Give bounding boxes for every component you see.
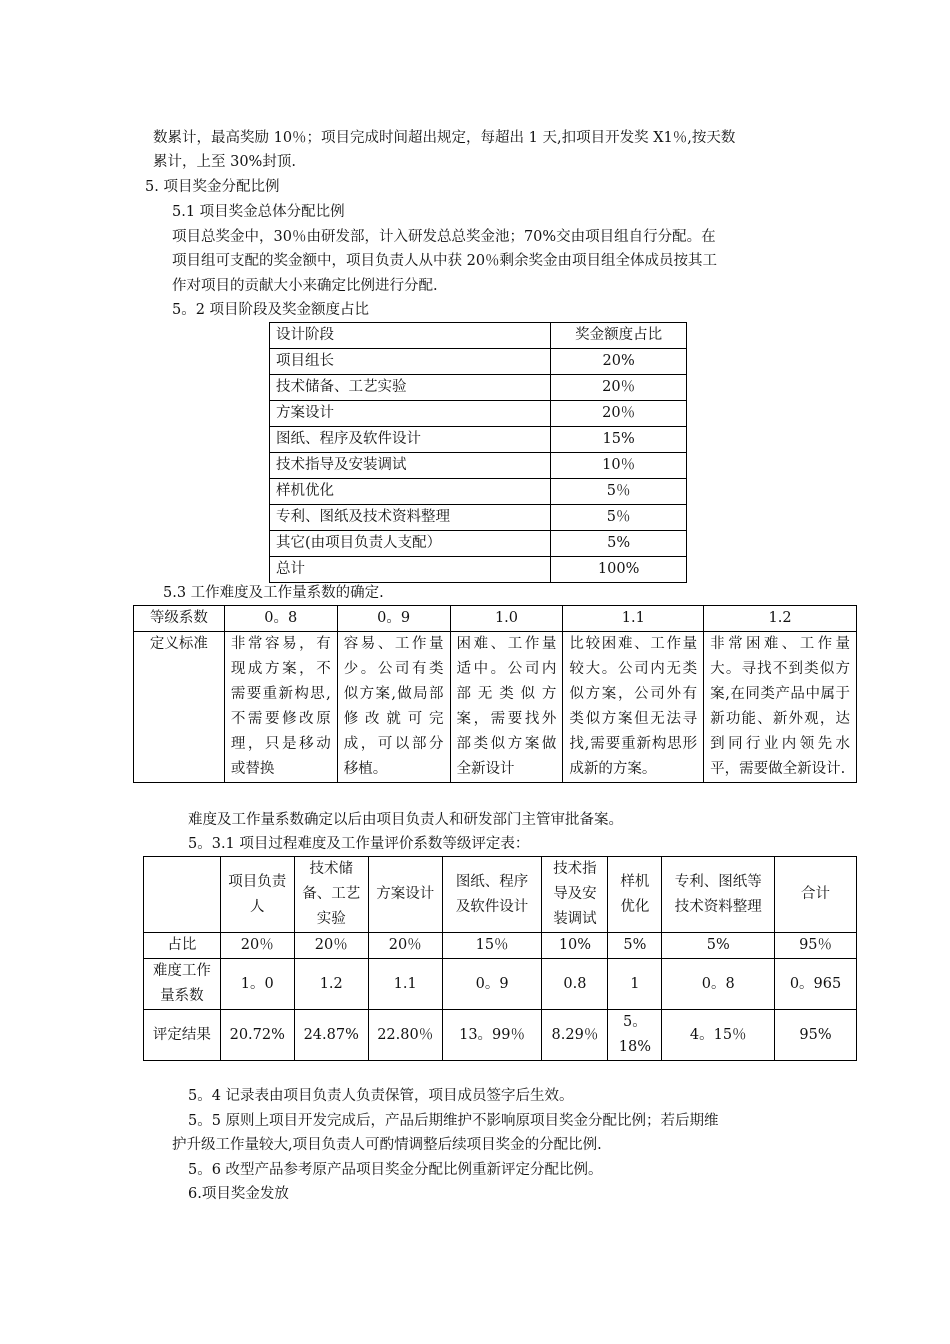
section-5-3-1-heading: 5。3.1 项目过程难度及工作量评价系数等级评定表： (188, 836, 530, 852)
table-cell: 图纸、程序及软件设计 (270, 427, 551, 453)
table-cell: 方案设计 (270, 401, 551, 427)
table-row (270, 427, 687, 453)
table-cell: 20% (551, 349, 687, 375)
table-header-cell: 0。8 (224, 606, 337, 632)
table-header-cell: 专利、图纸等技术资料整理 (662, 857, 775, 933)
section-5-2-heading: 5。2 项目阶段及奖金额度占比 (172, 302, 370, 318)
table-cell: 难度工作量系数 (144, 959, 221, 1010)
table-header-cell: 样机优化 (608, 857, 662, 933)
table-row (270, 505, 687, 531)
table-cell: 15％ (442, 933, 542, 959)
intro-line-2: 累计，上至 30%封顶. (153, 154, 296, 170)
table-cell: 非常困难、工作量大。寻找不到类似方案,在同类产品中属于新功能、新外观，达到同行业内领先水平，需要做全新设计. (704, 632, 857, 783)
table-row (270, 453, 687, 479)
table-cell: 5% (608, 933, 662, 959)
section-5-1-line-3: 作对项目的贡献大小来确定比例进行分配. (172, 278, 438, 294)
table-cell: 22.80％ (368, 1010, 442, 1061)
table-header-cell: 1.2 (704, 606, 857, 632)
table-header-cell: 奖金额度占比 (551, 323, 687, 349)
table-cell: 样机优化 (270, 479, 551, 505)
table-cell: 20％ (220, 933, 294, 959)
table-cell: 非常容易，有现成方案，不需要重新构思,不需要修改原理，只是移动或替换 (224, 632, 337, 783)
table-cell: 4。15％ (662, 1010, 775, 1061)
table-header-cell: 0。9 (337, 606, 450, 632)
table-row (134, 606, 857, 632)
table-cell: 评定结果 (144, 1010, 221, 1061)
table-cell: 专利、图纸及技术资料整理 (270, 505, 551, 531)
coefficient-table (133, 605, 857, 783)
table-cell: 20％ (368, 933, 442, 959)
table-cell: 95％ (775, 933, 857, 959)
section-6-heading: 6.项目奖金发放 (188, 1186, 289, 1202)
section-5-4: 5。4 记录表由项目负责人负责保管，项目成员签字后生效。 (188, 1088, 574, 1104)
table-row (144, 933, 857, 959)
table-header-cell: 技术储备、工艺实验 (294, 857, 368, 933)
table-cell: 20％ (551, 401, 687, 427)
section-5-5-line-2: 护升级工作量较大,项目负责人可酌情调整后续项目奖金的分配比例. (172, 1137, 602, 1153)
table-cell: 10％ (551, 453, 687, 479)
table-header-cell: 等级系数 (134, 606, 225, 632)
table-cell: 5％ (551, 479, 687, 505)
table-cell: 1。0 (220, 959, 294, 1010)
table-cell: 5％ (551, 505, 687, 531)
table-row (144, 857, 857, 933)
table-header-cell: 1.0 (450, 606, 563, 632)
table-row (144, 1010, 857, 1061)
table-cell: 1 (608, 959, 662, 1010)
table-cell: 20.72% (220, 1010, 294, 1061)
table-cell: 0。8 (662, 959, 775, 1010)
table-cell: 5。18% (608, 1010, 662, 1061)
table-header-cell: 合计 (775, 857, 857, 933)
table-cell: 定义标准 (134, 632, 225, 783)
table-cell: 15% (551, 427, 687, 453)
table-cell: 100% (551, 557, 687, 583)
table-cell: 0。9 (442, 959, 542, 1010)
table-header-cell (144, 857, 221, 933)
table-header-cell: 1.1 (563, 606, 704, 632)
table-cell: 95% (775, 1010, 857, 1061)
stage-bonus-table (269, 322, 687, 583)
table-header-cell: 项目负责人 (220, 857, 294, 933)
table-header-cell: 技术指导及安装调试 (542, 857, 608, 933)
table-cell: 项目组长 (270, 349, 551, 375)
table-cell: 8.29％ (542, 1010, 608, 1061)
table-cell: 技术指导及安装调试 (270, 453, 551, 479)
section-5-1-line-1: 项目总奖金中，30％由研发部，计入研发总总奖金池；70%交由项目组自行分配。在 (172, 229, 716, 245)
table-cell: 0.8 (542, 959, 608, 1010)
evaluation-table (143, 856, 857, 1061)
section-5-6: 5。6 改型产品参考原产品项目奖金分配比例重新评定分配比例。 (188, 1162, 603, 1178)
section-5-3-heading: 5.3 工作难度及工作量系数的确定. (163, 585, 384, 601)
table-cell: 比较困难、工作量较大。公司内无类似方案，公司外有类似方案但无法寻找,需要重新构思形成新的方案。 (563, 632, 704, 783)
table-row (144, 959, 857, 1010)
table-row (270, 557, 687, 583)
table-header-cell: 图纸、程序及软件设计 (442, 857, 542, 933)
table-cell: 24.87% (294, 1010, 368, 1061)
intro-line-1: 数累计，最高奖励 10％；项目完成时间超出规定，每超出 1 天,扣项目开发奖 X1％,按天数 (153, 130, 736, 146)
section-5-5-line-1: 5。5 原则上项目开发完成后，产品后期维护不影响原项目奖金分配比例；若后期维 (188, 1113, 719, 1129)
section-5-1-heading: 5.1 项目奖金总体分配比例 (172, 204, 345, 220)
table-cell: 5% (551, 531, 687, 557)
table-row (270, 349, 687, 375)
table-cell: 其它(由项目负责人支配） (270, 531, 551, 557)
table-cell: 困难、工作量适中。公司内部无类似方案，需要找外部类似方案做全新设计 (450, 632, 563, 783)
table-header-cell: 方案设计 (368, 857, 442, 933)
section-5-heading: 5. 项目奖金分配比例 (145, 179, 280, 195)
table-cell: 20％ (551, 375, 687, 401)
table-row (270, 479, 687, 505)
table-cell: 0。965 (775, 959, 857, 1010)
section-5-1-line-2: 项目组可支配的奖金额中，项目负责人从中获 20％剩余奖金由项目组全体成员按其工 (172, 253, 718, 269)
table-row (270, 531, 687, 557)
table-cell: 10% (542, 933, 608, 959)
table-header-cell: 设计阶段 (270, 323, 551, 349)
table-cell: 技术储备、工艺实验 (270, 375, 551, 401)
table-row (270, 401, 687, 427)
table-cell: 13。99％ (442, 1010, 542, 1061)
table-cell: 1.2 (294, 959, 368, 1010)
table-row (270, 375, 687, 401)
table-row (134, 632, 857, 783)
table-cell: 20％ (294, 933, 368, 959)
section-5-3-note: 难度及工作量系数确定以后由项目负责人和研发部门主管审批备案。 (188, 812, 623, 828)
table-cell: 容易、工作量少。公司有类似方案,做局部修改就可完成，可以部分移植。 (337, 632, 450, 783)
table-row (270, 323, 687, 349)
table-cell: 5% (662, 933, 775, 959)
table-cell: 总计 (270, 557, 551, 583)
table-cell: 1.1 (368, 959, 442, 1010)
table-cell: 占比 (144, 933, 221, 959)
